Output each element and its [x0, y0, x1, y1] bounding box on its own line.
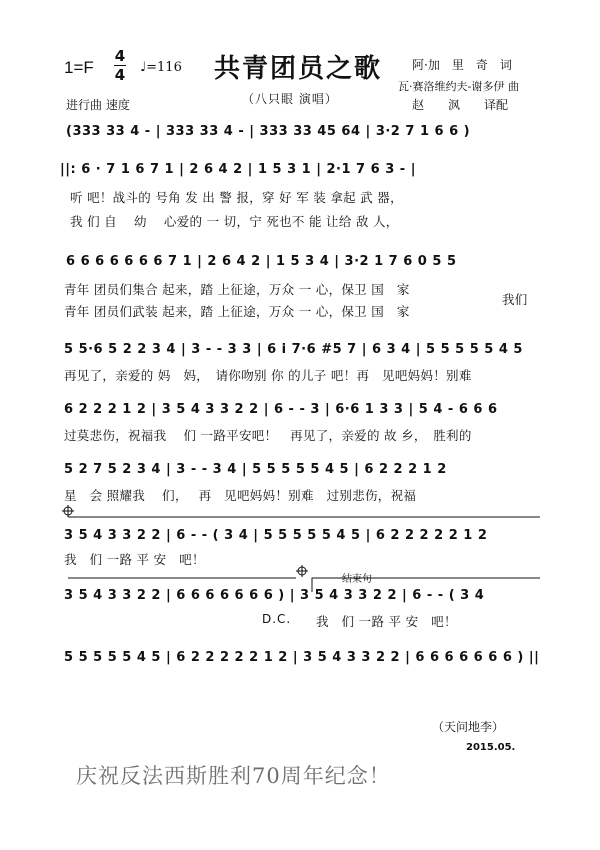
- score-row-1-notes: (333 33 4 - | 333 33 4 - | 333 33 45 64 | 3·2 7 1 6 6 ): [66, 124, 471, 139]
- score-row-6-notes: 5 2 7 5 2 3 4 | 3 - - 3 4 | 5 5 5 5 5 4 5 | 6 2 2 2 1 2: [64, 462, 447, 477]
- score-row-2-notes: ||: 6 · 7 1 6 7 1 | 2 6 4 2 | 1 5 3 1 | 2·1 7 6 3 - |: [60, 162, 416, 177]
- lyricist-credit: 阿·加 里 奇 词: [412, 58, 512, 72]
- score-row-5-lyric: 过莫悲伤，祝福我 们 一路平安吧！ 再见了，亲爱的 故 乡， 胜利的: [64, 428, 472, 443]
- score-row-7-notes: 3 5 4 3 3 2 2 | 6 - - ( 3 4 | 5 5 5 5 5 4 5 | 6 2 2 2 2 2 1 2: [64, 528, 488, 543]
- score-row-6-lyric: 星 会 照耀我 们， 再 见吧妈妈！别难 过别悲伤，祝福: [64, 488, 417, 503]
- score-row-4-notes: 5 5·6 5 2 2 3 4 | 3 - - 3 3 | 6 i 7·6 #5 7 | 6 3 4 | 5 5 5 5 5 4 5: [64, 342, 523, 357]
- score-row-9-notes: 5 5 5 5 5 4 5 | 6 2 2 2 2 2 1 2 | 3 5 4 3 3 2 2 | 6 6 6 6 6 6 6 ) ||: [64, 650, 540, 665]
- da-capo-mark: D.C.: [262, 612, 292, 626]
- score-row-3-notes: 6 6 6 6 6 6 6 7 1 | 2 6 4 2 | 1 5 3 4 | 3·2 1 7 6 0 5 5: [66, 254, 457, 269]
- tempo-mark: ♩=116: [140, 60, 182, 75]
- score-row-2-lyric-verse2: 我 们 自 幼 心爱的 一 切，宁 死也不 能 让给 敌 人，: [70, 214, 399, 229]
- score-row-3-lyric-verse1: 青年 团员们集合 起来，踏 上征途，万众 一 心，保卫 国 家: [64, 282, 410, 297]
- score-row-2-lyric-verse1: 听 吧！战斗的 号角 发 出 警 报，穿 好 军 装 拿起 武 器，: [70, 190, 403, 205]
- coda-sign-icon: [62, 505, 74, 517]
- arranger-signature: （天问地李）: [432, 720, 505, 734]
- composer-credit: 瓦·赛洛维约夫-谢多伊 曲: [398, 80, 519, 93]
- score-row-7-lyric: 我 们 一路 平 安 吧！: [64, 552, 205, 567]
- score-row-5-notes: 6 2 2 2 1 2 | 3 5 4 3 3 2 2 | 6 - - 3 | 6·6 1 3 3 | 5 4 - 6 6 6: [64, 402, 498, 417]
- score-row-8-notes: 3 5 4 3 3 2 2 | 6 6 6 6 6 6 6 ) | 3 5 4 3 3 2 2 | 6 - - ( 3 4: [64, 588, 485, 603]
- commemoration-banner: 庆祝反法西斯胜利70周年纪念！: [76, 764, 391, 788]
- translator-credit: 赵 沨 译配: [412, 98, 509, 112]
- score-row-4-lyric: 再见了，亲爱的 妈 妈， 请你吻别 你 的儿子 吧！再 见吧妈妈！别难: [64, 368, 472, 383]
- song-title: 共青团员之歌: [214, 54, 383, 84]
- ending-bracket: [312, 578, 540, 592]
- coda-sign-icon: [296, 565, 308, 577]
- key-signature: 1=F: [64, 58, 94, 77]
- tempo-label: 进行曲 速度: [66, 98, 130, 112]
- performer-subtitle: （八只眼 演唱）: [242, 92, 338, 106]
- score-row-3-lyric-verse2: 青年 团员们武装 起来，踏 上征途，万众 一 心，保卫 国 家: [64, 304, 410, 319]
- coda-label: 结束句: [342, 574, 372, 585]
- score-row-8-lyric: 我 们 一路 平 安 吧！: [316, 614, 457, 629]
- score-row-3-aside: 我们: [502, 292, 528, 307]
- score-date: 2015.05.: [466, 742, 516, 753]
- meter-bottom: 4: [114, 66, 126, 84]
- meter-top: 4: [114, 47, 126, 65]
